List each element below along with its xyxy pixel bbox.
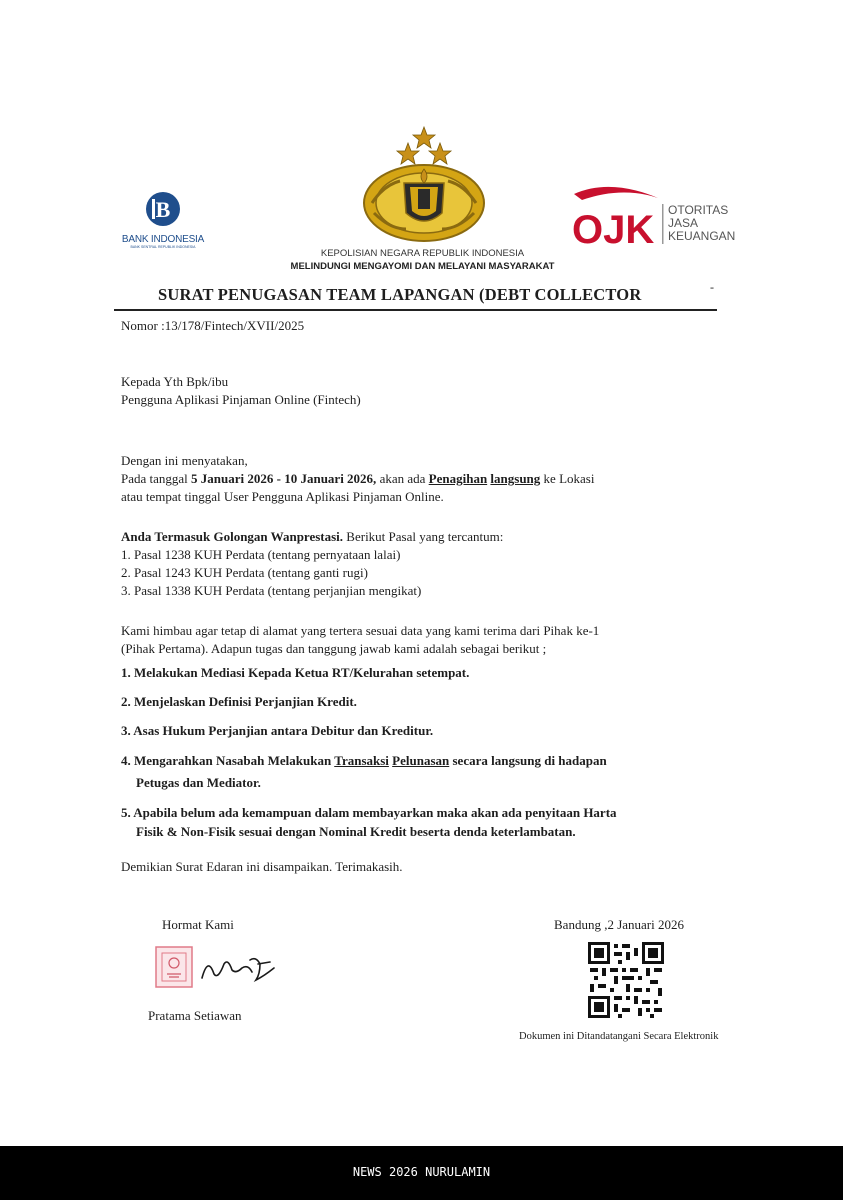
police-motto: MELINDUNGI MENGAYOMI DAN MELAYANI MASYARAKAT (290, 261, 555, 272)
recipient-line-1: Kepada Yth Bpk/ibu (121, 374, 229, 389)
duty-item-continued: Fisik & Non-Fisik sesuai dengan Nominal Kredit beserta denda keterlambatan. (136, 824, 576, 839)
duty-item: 5. Apabila belum ada kemampuan dalam membayarkan maka akan ada penyitaan Harta (121, 805, 617, 820)
penagihan-dates: 5 Januari 2026 - 10 Januari 2026, (191, 471, 377, 486)
bank-indonesia-emblem-icon (108, 190, 218, 228)
ojk-line-3: KEUANGAN (668, 229, 736, 243)
appeal-line-1: Kami himbau agar tetap di alamat yang tertera sesuai data yang kami terima dari Pihak ke-1 (121, 623, 600, 638)
star-icon (413, 127, 435, 148)
pasal-item: 1. Pasal 1238 KUH Perdata (tentang pernyataan lalai) (121, 547, 401, 562)
closing-statement: Demikian Surat Edaran ini disampaikan. Terimakasih. (121, 859, 403, 874)
greeting: Hormat Kami (162, 917, 234, 932)
place-date: Bandung ,2 Januari 2026 (554, 917, 684, 932)
recipient-line-2: Pengguna Aplikasi Pinjaman Online (Fintech) (121, 392, 361, 407)
qr-code (588, 942, 664, 1018)
duty-item-continued: Petugas dan Mediator. (136, 775, 261, 790)
intro-line-2: Pada tanggal 5 Januari 2026 - 10 Januari 2026, akan ada Penagihan langsung ke Lokasi (121, 471, 595, 486)
bank-indonesia-tagline: BANK SENTRAL REPUBLIK INDONESIA (130, 245, 196, 249)
ojk-mark-icon (570, 180, 665, 250)
bank-indonesia-name: BANK INDONESIA (121, 234, 205, 245)
wanprestasi-heading: Anda Termasuk Golongan Wanprestasi. Berikut Pasal yang tercantum: (121, 529, 504, 544)
intro-line-1: Dengan ini menyatakan, (121, 453, 248, 468)
pasal-item: 2. Pasal 1243 KUH Perdata (tentang ganti rugi) (121, 565, 368, 580)
title-dash: - (710, 280, 714, 294)
star-icon (397, 143, 419, 164)
official-stamp (155, 946, 193, 988)
signer-name: Pratama Setiawan (148, 1008, 242, 1023)
document-number: Nomor :13/178/Fintech/XVII/2025 (121, 318, 305, 333)
pasal-item: 3. Pasal 1338 KUH Perdata (tentang perjanjian mengikat) (121, 583, 422, 598)
bank-indonesia-logo (108, 190, 218, 249)
police-emblem-logo (360, 125, 488, 243)
police-name: KEPOLISIAN NEGARA REPUBLIK INDONESIA (320, 248, 525, 259)
appeal-line-2: (Pihak Pertama). Adapun tugas dan tanggung jawab kami adalah sebagai berikut ; (121, 641, 547, 656)
handwritten-signature (198, 950, 278, 984)
title-divider (114, 309, 717, 311)
ojk-line-1: OTORITAS (668, 203, 729, 217)
e-signature-note: Dokumen ini Ditandatangani Secara Elektronik (519, 1031, 719, 1042)
ojk-line-2: JASA (668, 216, 699, 230)
svg-text:B: B (155, 197, 171, 222)
duty-item: 4. Mengarahkan Nasabah Melakukan Transaksi Pelunasan secara langsung di hadapan (121, 753, 607, 768)
star-icon (429, 143, 451, 164)
ojk-name (668, 204, 735, 243)
ojk-mark-text: OJK (572, 208, 655, 250)
duty-item: 3. Asas Hukum Perjanjian antara Debitur dan Kreditur. (121, 723, 434, 738)
footer-caption: NEWS 2026 NURULAMIN (352, 1165, 491, 1179)
duty-item: 2. Menjelaskan Definisi Perjanjian Kredit. (121, 694, 357, 709)
document-title: SURAT PENUGASAN TEAM LAPANGAN (DEBT COLLECTOR (158, 285, 642, 304)
intro-line-3: atau tempat tinggal User Pengguna Aplikasi Pinjaman Online. (121, 489, 444, 504)
duty-item: 1. Melakukan Mediasi Kepada Ketua RT/Kelurahan setempat. (121, 665, 470, 680)
